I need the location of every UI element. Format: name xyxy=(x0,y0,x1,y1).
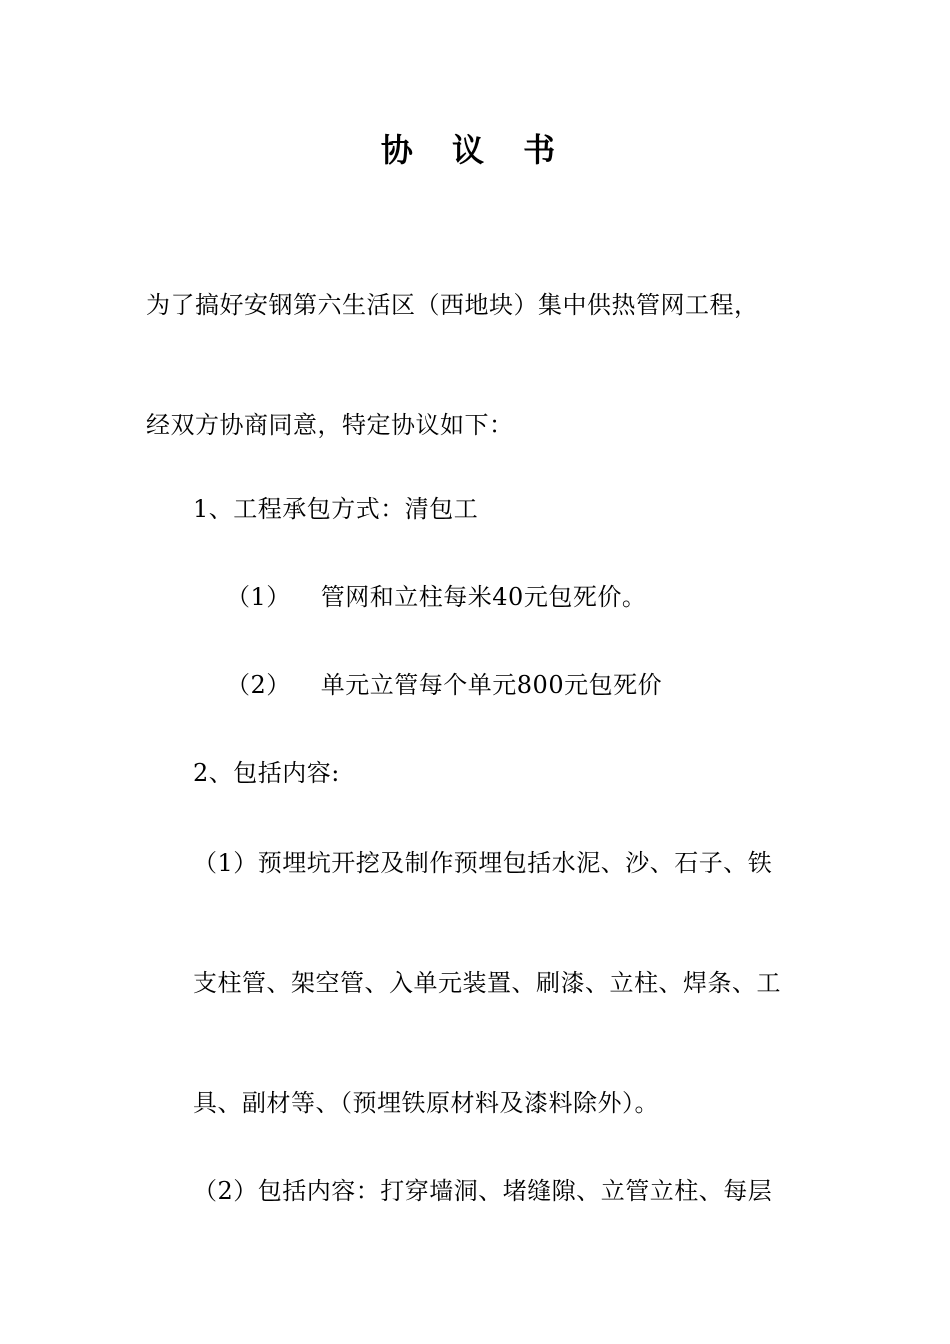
intro-line-1: 为了搞好安钢第六生活区（西地块）集中供热管网工程， xyxy=(146,291,759,319)
section1-item-2-text: 单元立管每个单元800元包死价 xyxy=(320,671,663,699)
section2-item-1-line-3: 具、副材等、（预埋铁原材料及漆料除外）。 xyxy=(193,1089,659,1117)
document-title: 协 议 书 xyxy=(380,131,570,169)
section1-heading: 1、工程承包方式：清包工 xyxy=(193,495,479,523)
section2-item-1-line-1: （1）预埋坑开挖及制作预埋包括水泥、沙、石子、铁 xyxy=(193,849,773,877)
section2-item-2-line-1: （2）包括内容：打穿墙洞、堵缝隙、立管立柱、每层 xyxy=(193,1177,773,1205)
section1-item-2-number: （2） xyxy=(226,671,291,699)
section1-item-1-text: 管网和立柱每米40元包死价。 xyxy=(320,583,647,611)
section2-heading: 2、包括内容: xyxy=(193,759,340,787)
section1-item-1 xyxy=(226,582,646,612)
intro-line-2: 经双方协商同意，特定协议如下： xyxy=(146,411,514,439)
section2-item-1-line-2: 支柱管、架空管、入单元装置、刷漆、立柱、焊条、工 xyxy=(193,969,781,997)
section1-item-2 xyxy=(226,670,662,700)
section1-item-1-number: （1） xyxy=(226,583,291,611)
